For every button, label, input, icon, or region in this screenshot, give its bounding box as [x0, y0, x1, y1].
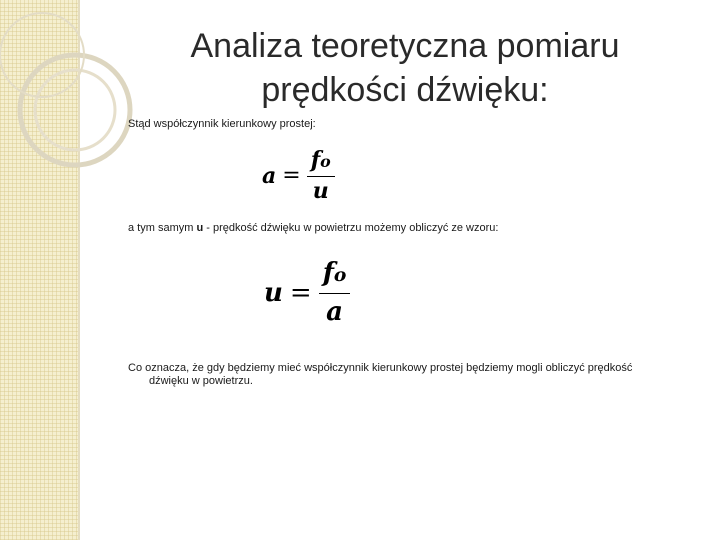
middle-text-bold: u	[196, 222, 204, 234]
slide-title-line-1: Analiza teoretyczna pomiaru	[190, 27, 620, 65]
formula-speed-numerator	[319, 255, 351, 293]
formula-speed-denominator: a	[326, 297, 343, 327]
numerator-subscript: o	[320, 152, 331, 171]
formula-slope-denominator: u	[312, 178, 329, 204]
formula-speed-equals: =	[289, 277, 312, 308]
slide-title	[130, 24, 680, 112]
conclusion-paragraph	[128, 362, 688, 388]
conclusion-line-1: Co oznacza, że gdy będziemy mieć współczynnik kierunkowy prostej będziemy mogli obliczyć prędkość	[128, 362, 633, 374]
formula-slope-fraction	[307, 146, 335, 205]
formula-speed-lhs: u	[264, 277, 283, 308]
numerator-subscript: o	[333, 264, 347, 286]
numerator-symbol: f	[322, 258, 334, 288]
middle-paragraph	[128, 222, 498, 235]
middle-text-after: - prędkość dźwięku w powietrzu możemy obliczyć ze wzoru:	[203, 222, 499, 234]
middle-text-before: a tym samym	[128, 222, 197, 234]
formula-slope-numerator	[307, 146, 335, 176]
slide-title-line-2: prędkości dźwięku:	[261, 71, 549, 109]
formula-slope	[262, 146, 335, 205]
formula-speed-fraction	[319, 255, 351, 330]
formula-speed	[264, 255, 350, 330]
intro-paragraph: Stąd współczynnik kierunkowy prostej:	[128, 118, 316, 130]
conclusion-line-2: dźwięku w powietrzu.	[149, 375, 253, 387]
numerator-symbol: f	[310, 147, 321, 173]
formula-slope-lhs: a	[262, 162, 277, 189]
formula-slope-equals: =	[282, 163, 301, 188]
